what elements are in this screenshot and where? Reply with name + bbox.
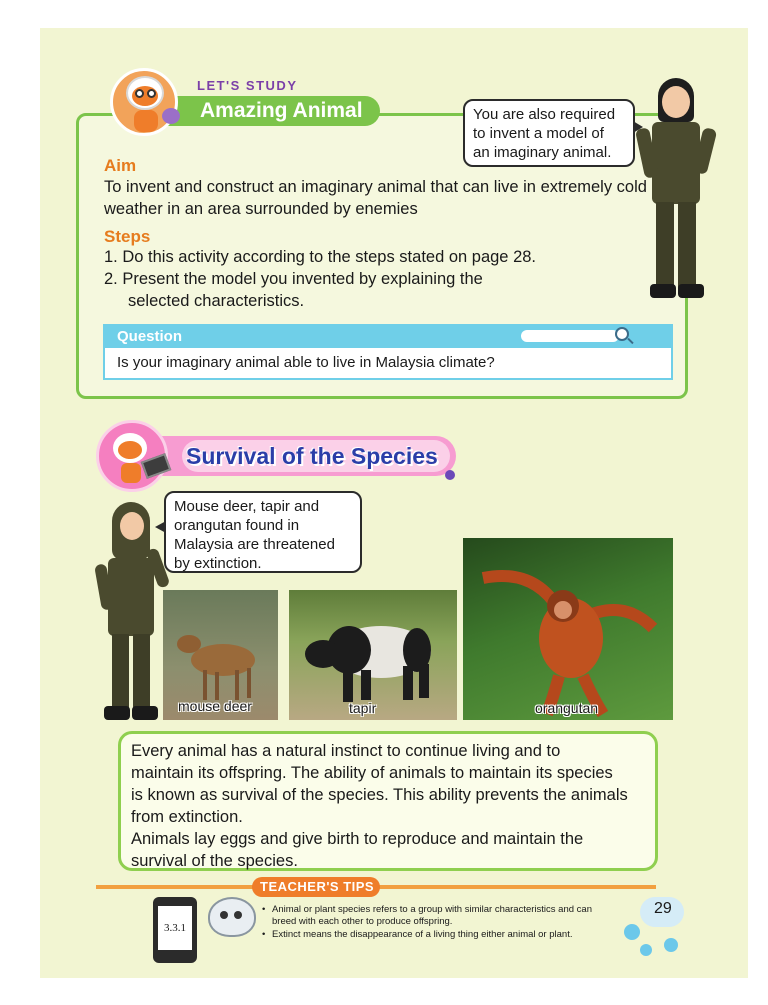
question-text: Is your imaginary animal able to live in Malaysia climate? bbox=[117, 354, 495, 371]
molecule-decoration-icon bbox=[640, 944, 652, 956]
aim-text: To invent and construct an imaginary animal that can live in extremely cold weather in an area surrounded by enemies bbox=[104, 178, 647, 218]
caption-mouse-deer: mouse deer bbox=[178, 698, 252, 714]
step-2-line-1: 2. Present the model you invented by explaining the bbox=[104, 270, 483, 288]
search-bar-decoration bbox=[521, 330, 619, 342]
steps-heading: Steps bbox=[104, 227, 151, 246]
step-1: 1. Do this activity according to the steps stated on page 28. bbox=[104, 248, 537, 266]
orangutan-photo bbox=[463, 538, 673, 720]
teachers-tips-list bbox=[262, 904, 602, 942]
lets-study-kicker: LET'S STUDY bbox=[197, 78, 298, 93]
tip-item: • Extinct means the disappearance of a living thing either animal or plant. bbox=[262, 929, 602, 941]
bubble-line: orangutan found in bbox=[174, 517, 300, 534]
step-2 bbox=[104, 268, 574, 312]
info-line: is known as survival of the species. This ability prevents the animals bbox=[131, 786, 628, 804]
speech-bubble-model bbox=[463, 99, 635, 167]
aim-heading: Aim bbox=[104, 156, 137, 175]
teachers-tips-label: TEACHER'S TIPS bbox=[260, 879, 375, 894]
bubble-line: to invent a model of bbox=[473, 125, 604, 142]
hijab-character-illustration bbox=[96, 500, 166, 722]
molecule-decoration-icon bbox=[624, 924, 640, 940]
survival-info-box bbox=[118, 731, 658, 871]
tip-item: • Animal or plant species refers to a group with similar characteristics and can breed with each other to produce offspring. bbox=[262, 904, 602, 928]
question-label: Question bbox=[117, 328, 183, 345]
page-number: 29 bbox=[654, 900, 672, 917]
step-2-line-2: selected characteristics. bbox=[128, 292, 305, 310]
info-line: Every animal has a natural instinct to continue living and to bbox=[131, 742, 561, 760]
robot-mascot-tablet-icon bbox=[96, 420, 168, 492]
info-line: survival of the species. bbox=[131, 852, 298, 870]
molecule-decoration-icon bbox=[664, 938, 678, 952]
survival-title: Survival of the Species bbox=[186, 443, 438, 469]
speech-bubble-extinction bbox=[164, 491, 362, 573]
info-line: maintain its offspring. The ability of animals to maintain its species bbox=[131, 764, 613, 782]
info-line: from extinction. bbox=[131, 808, 243, 826]
bubble-line: an imaginary animal. bbox=[473, 144, 612, 161]
question-box bbox=[103, 324, 673, 380]
standard-code: 3.3.1 bbox=[164, 922, 186, 934]
bubble-line: by extinction. bbox=[174, 555, 262, 572]
lets-study-title: Amazing Animal bbox=[200, 99, 363, 122]
caption-tapir: tapir bbox=[349, 700, 377, 716]
bubble-line: You are also required bbox=[473, 106, 616, 123]
magnifier-icon bbox=[615, 327, 629, 341]
info-line: Animals lay eggs and give birth to reproduce and maintain the bbox=[131, 830, 584, 848]
heading-dot-icon bbox=[445, 470, 455, 480]
bubble-line: Mouse deer, tapir and bbox=[174, 498, 320, 515]
bubble-line: Malaysia are threatened bbox=[174, 536, 335, 553]
robot-mascot-icon bbox=[104, 62, 184, 142]
computer-mouse-mascot-icon bbox=[208, 897, 256, 937]
caption-orangutan: orangutan bbox=[535, 700, 599, 716]
